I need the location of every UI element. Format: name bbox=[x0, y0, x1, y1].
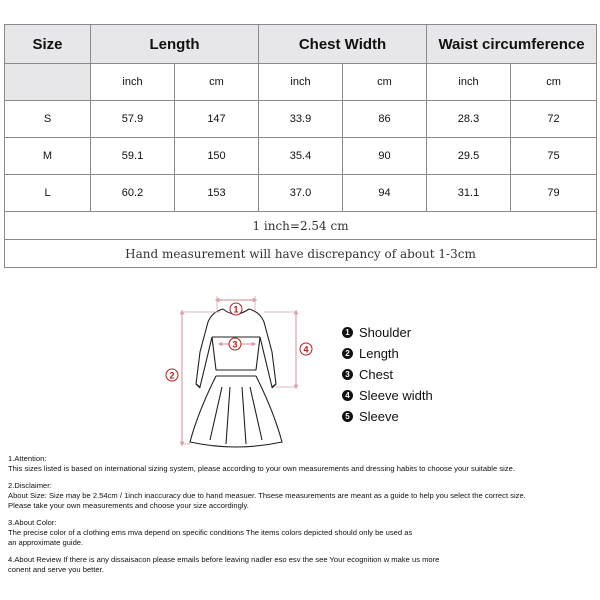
disclaimer-note bbox=[8, 481, 596, 511]
size-label: L bbox=[5, 175, 91, 212]
header-size: Size bbox=[5, 25, 91, 64]
header-waist-circumference: Waist circumference bbox=[427, 25, 597, 64]
table-cell: 90 bbox=[343, 138, 427, 175]
conversion-note: 1 inch=2.54 cm bbox=[5, 212, 597, 240]
disclaimer-text: Please take your own measurements and choose your size accordingly. bbox=[8, 501, 249, 510]
unit-cell: inch bbox=[259, 64, 343, 101]
legend-label: Chest bbox=[359, 367, 393, 382]
measurement-legend bbox=[342, 322, 433, 427]
legend-item bbox=[342, 343, 433, 364]
dress-measurement-diagram bbox=[160, 292, 320, 452]
legend-number: 1 bbox=[342, 327, 353, 338]
color-text: an approximate guide. bbox=[8, 538, 84, 547]
legend-label: Shoulder bbox=[359, 325, 412, 340]
table-cell: 33.9 bbox=[259, 101, 343, 138]
notes-section bbox=[8, 454, 596, 582]
legend-item bbox=[342, 406, 433, 427]
table-row bbox=[5, 138, 597, 175]
table-header-row bbox=[5, 25, 597, 64]
attention-title: 1.Attention: bbox=[8, 454, 47, 463]
size-chart-table bbox=[4, 24, 597, 268]
legend-label: Length bbox=[359, 346, 399, 361]
legend-label: Sleeve bbox=[359, 409, 399, 424]
review-note bbox=[8, 555, 596, 575]
table-cell: 150 bbox=[175, 138, 259, 175]
table-cell: 57.9 bbox=[91, 101, 175, 138]
table-cell: 31.1 bbox=[427, 175, 511, 212]
color-note bbox=[8, 518, 596, 548]
table-cell: 59.1 bbox=[91, 138, 175, 175]
legend-number: 3 bbox=[342, 369, 353, 380]
units-row bbox=[5, 64, 597, 101]
discrepancy-note: Hand measurement will have discrepancy of about 1-3cm bbox=[5, 240, 597, 268]
marker-2 bbox=[166, 369, 178, 381]
table-cell: 79 bbox=[511, 175, 597, 212]
svg-text:2: 2 bbox=[169, 370, 175, 381]
table-cell: 60.2 bbox=[91, 175, 175, 212]
table-cell: 94 bbox=[343, 175, 427, 212]
legend-number: 4 bbox=[342, 390, 353, 401]
unit-cell: cm bbox=[175, 64, 259, 101]
table-cell: 86 bbox=[343, 101, 427, 138]
table-cell: 29.5 bbox=[427, 138, 511, 175]
review-text: conent and serve you better. bbox=[8, 565, 104, 574]
table-cell: 35.4 bbox=[259, 138, 343, 175]
table-cell: 75 bbox=[511, 138, 597, 175]
size-label: S bbox=[5, 101, 91, 138]
header-chest-width: Chest Width bbox=[259, 25, 427, 64]
legend-label: Sleeve width bbox=[359, 388, 433, 403]
legend-item bbox=[342, 322, 433, 343]
marker-1 bbox=[230, 303, 242, 315]
table-cell: 37.0 bbox=[259, 175, 343, 212]
unit-cell: cm bbox=[343, 64, 427, 101]
size-label: M bbox=[5, 138, 91, 175]
legend-item bbox=[342, 364, 433, 385]
table-cell: 153 bbox=[175, 175, 259, 212]
conversion-note-row bbox=[5, 212, 597, 240]
color-title: 3.About Color: bbox=[8, 518, 57, 527]
discrepancy-note-row bbox=[5, 240, 597, 268]
unit-cell: inch bbox=[427, 64, 511, 101]
dress-outline-icon bbox=[190, 309, 282, 447]
disclaimer-title: 2.Disclaimer: bbox=[8, 481, 52, 490]
attention-note bbox=[8, 454, 596, 474]
legend-number: 2 bbox=[342, 348, 353, 359]
table-cell: 147 bbox=[175, 101, 259, 138]
svg-text:4: 4 bbox=[303, 344, 309, 355]
table-row bbox=[5, 101, 597, 138]
svg-text:1: 1 bbox=[233, 304, 239, 315]
legend-number: 5 bbox=[342, 411, 353, 422]
disclaimer-text: About Size: Size may be 2.54cm / 1inch inaccuracy due to hand measuer. Thsese measurements are meant as a guide to help you select the correct size. bbox=[8, 491, 526, 500]
unit-cell: inch bbox=[91, 64, 175, 101]
header-length: Length bbox=[91, 25, 259, 64]
marker-4 bbox=[300, 343, 312, 355]
attention-text: This sizes listed is based on international sizing system, please according to your own measurements and dressing habits to choose your suitable size. bbox=[8, 464, 515, 473]
marker-3 bbox=[229, 338, 241, 350]
legend-item bbox=[342, 385, 433, 406]
svg-text:3: 3 bbox=[232, 339, 238, 350]
color-text: The precise color of a clothing ems mva depend on specific conditions The items colors depicted should only be used as bbox=[8, 528, 413, 537]
unit-cell: cm bbox=[511, 64, 597, 101]
table-cell: 28.3 bbox=[427, 101, 511, 138]
table-row bbox=[5, 175, 597, 212]
units-blank-cell bbox=[5, 64, 91, 101]
review-text: 4.About Review If there is any dissaisacon please emails before leaving nadler eso esv the see Your ecognition w make us more bbox=[8, 555, 440, 564]
table-cell: 72 bbox=[511, 101, 597, 138]
